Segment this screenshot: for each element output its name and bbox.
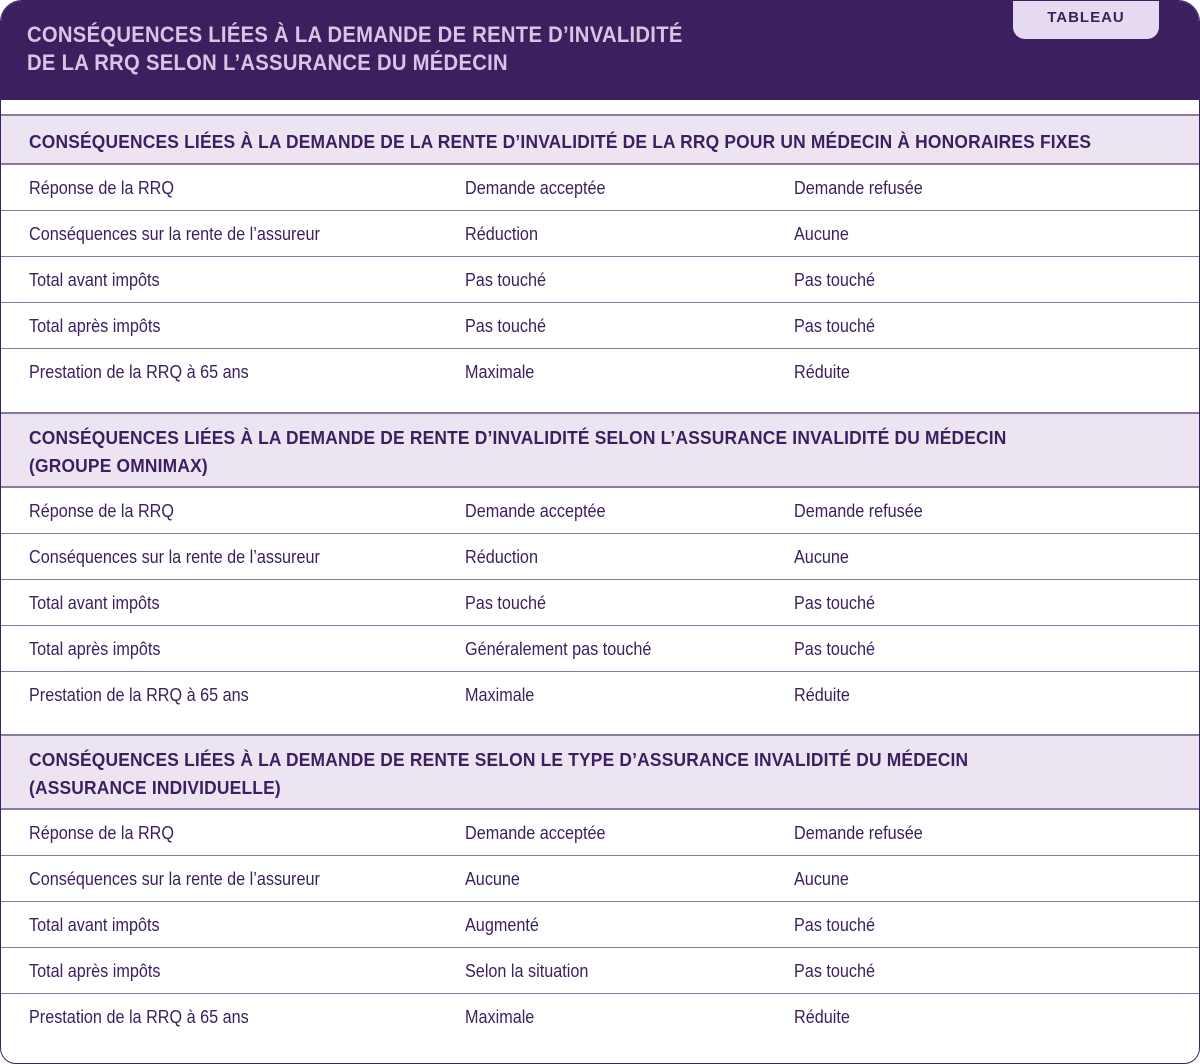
section-heading-honoraires-fixes (1, 114, 1199, 165)
cell-refused: Aucune (794, 547, 849, 567)
cell-accepted: Demande acceptée (465, 823, 606, 843)
cell-refused: Pas touché (794, 961, 876, 981)
section-heading-groupe-omnimax (1, 412, 1199, 488)
cell-accepted: Selon la situation (465, 961, 589, 981)
cell-accepted: Demande acceptée (465, 501, 606, 521)
table-row (1, 488, 1199, 534)
row-label: Total avant impôts (29, 270, 160, 290)
cell-refused: Pas touché (794, 639, 876, 659)
title-line-1: CONSÉQUENCES LIÉES À LA DEMANDE DE RENTE D’INVALIDITÉ (27, 22, 683, 47)
cell-refused: Demande refusée (794, 501, 923, 521)
table-row (1, 165, 1199, 211)
table-row (1, 534, 1199, 580)
page-title (27, 21, 683, 77)
section-heading-text-line-2: (ASSURANCE INDIVIDUELLE) (29, 777, 281, 798)
cell-accepted: Maximale (465, 685, 535, 705)
row-label: Réponse de la RRQ (29, 823, 174, 843)
table-row (1, 303, 1199, 349)
cell-refused: Réduite (794, 362, 850, 382)
section-heading-text-line-2: (GROUPE OMNIMAX) (29, 455, 208, 476)
cell-refused: Demande refusée (794, 823, 923, 843)
title-line-2: DE LA RRQ SELON L’ASSURANCE DU MÉDECIN (27, 50, 508, 75)
cell-refused: Pas touché (794, 593, 876, 613)
cell-refused: Pas touché (794, 316, 876, 336)
table-row (1, 580, 1199, 626)
row-label: Total après impôts (29, 961, 161, 981)
cell-accepted: Pas touché (465, 316, 547, 336)
cell-accepted: Réduction (465, 224, 538, 244)
table-row (1, 349, 1199, 395)
row-label: Réponse de la RRQ (29, 501, 174, 521)
section-heading-text: CONSÉQUENCES LIÉES À LA DEMANDE DE LA RENTE D’INVALIDITÉ DE LA RRQ POUR UN MÉDECIN À HONORAIRES FIXES (29, 131, 1092, 152)
table-row (1, 948, 1199, 994)
cell-refused: Pas touché (794, 915, 876, 935)
table-row (1, 626, 1199, 672)
tableau-tab-label: TABLEAU (1013, 0, 1159, 39)
section-heading-text: CONSÉQUENCES LIÉES À LA DEMANDE DE RENTE SELON LE TYPE D’ASSURANCE INVALIDITÉ DU MÉDECIN (29, 749, 969, 770)
row-label: Conséquences sur la rente de l’assureur (29, 547, 320, 567)
row-label: Prestation de la RRQ à 65 ans (29, 685, 249, 705)
table-row (1, 994, 1199, 1040)
cell-accepted: Pas touché (465, 593, 547, 613)
cell-accepted: Maximale (465, 1007, 535, 1027)
cell-refused: Pas touché (794, 270, 876, 290)
cell-accepted: Maximale (465, 362, 535, 382)
cell-accepted: Demande acceptée (465, 178, 606, 198)
cell-refused: Réduite (794, 685, 850, 705)
cell-accepted: Aucune (465, 869, 520, 889)
table-row (1, 257, 1199, 303)
row-label: Conséquences sur la rente de l’assureur (29, 869, 320, 889)
table-row (1, 672, 1199, 718)
table-row (1, 211, 1199, 257)
cell-accepted: Réduction (465, 547, 538, 567)
row-label: Total après impôts (29, 639, 161, 659)
cell-refused: Aucune (794, 869, 849, 889)
table-header (1, 1, 1199, 100)
row-label: Total après impôts (29, 316, 161, 336)
table-row (1, 810, 1199, 856)
row-label: Réponse de la RRQ (29, 178, 174, 198)
row-label: Total avant impôts (29, 915, 160, 935)
table-row (1, 856, 1199, 902)
cell-accepted: Pas touché (465, 270, 547, 290)
section-heading-text: CONSÉQUENCES LIÉES À LA DEMANDE DE RENTE D’INVALIDITÉ SELON L’ASSURANCE INVALIDITÉ DU MÉDECIN (29, 427, 1007, 448)
row-label: Prestation de la RRQ à 65 ans (29, 1007, 249, 1027)
cell-refused: Aucune (794, 224, 849, 244)
section-heading-assurance-individuelle (1, 734, 1199, 810)
cell-refused: Demande refusée (794, 178, 923, 198)
row-label: Prestation de la RRQ à 65 ans (29, 362, 249, 382)
row-label: Conséquences sur la rente de l’assureur (29, 224, 320, 244)
table-row (1, 902, 1199, 948)
cell-refused: Réduite (794, 1007, 850, 1027)
cell-accepted: Généralement pas touché (465, 639, 652, 659)
cell-accepted: Augmenté (465, 915, 539, 935)
row-label: Total avant impôts (29, 593, 160, 613)
